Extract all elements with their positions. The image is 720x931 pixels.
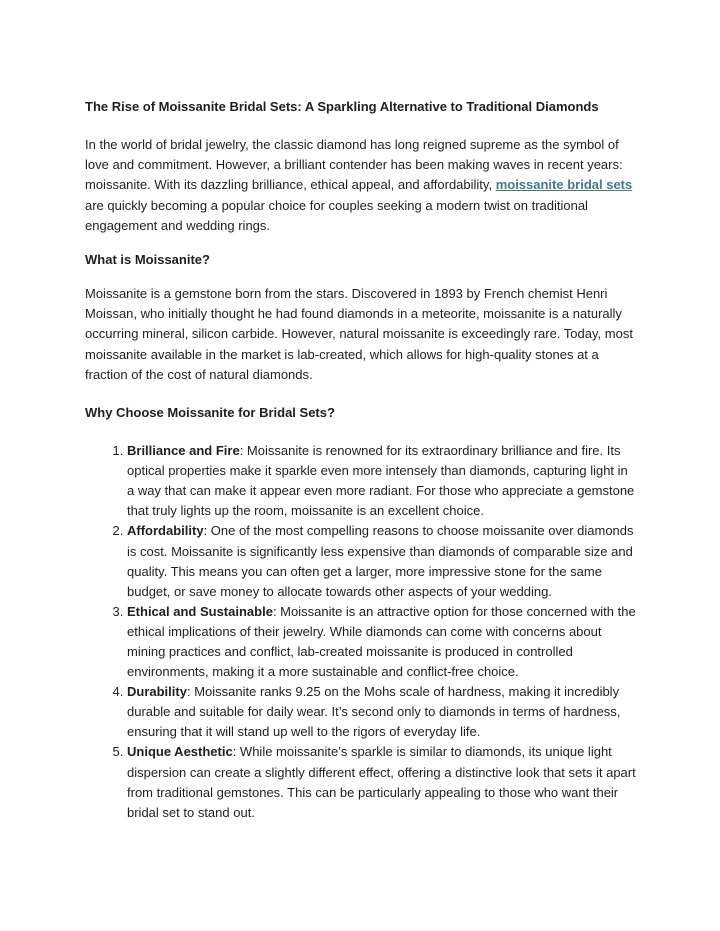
intro-paragraph bbox=[85, 135, 636, 236]
intro-text-before-link: In the world of bridal jewelry, the classic diamond has long reigned supreme as the symbol of love and commitment. However, a brilliant contender has been making waves in recent years: moissanite. With its dazzling brilliance, ethical appeal, and affordability, bbox=[85, 137, 623, 193]
reasons-list bbox=[85, 441, 636, 823]
list-item bbox=[127, 682, 636, 742]
reason-text: : Moissanite is an attractive option for those concerned with the ethical implications of their jewelry. While diamonds can come with concerns about mining practices and conflict, lab-created moissanite is produced in controlled environments, making it a more sustainable and conflict-free choice. bbox=[127, 603, 636, 680]
reason-term: Durability bbox=[127, 684, 187, 700]
what-is-moissanite-heading: What is Moissanite? bbox=[85, 252, 210, 268]
list-item bbox=[127, 602, 636, 682]
moissanite-bridal-sets-link[interactable]: moissanite bridal sets bbox=[495, 177, 633, 193]
list-item bbox=[127, 441, 636, 521]
reason-text: : While moissanite’s sparkle is similar to diamonds, its unique light dispersion can create a slightly different effect, offering a distinctive look that sets it apart from traditional gemstones. This can be particularly appealing to those who want their bridal set to stand out. bbox=[127, 744, 636, 820]
list-item bbox=[127, 521, 636, 601]
what-is-moissanite-paragraph: Moissanite is a gemstone born from the stars. Discovered in 1893 by French chemist Henri Moissan, who initially thought he had found diamonds in a meteorite, moissanite is a naturally occurring mineral, silicon carbide. However, natural moissanite is exceedingly rare. Today, most moissanite available in the market is lab-created, which allows for high-quality stones at a fraction of the cost of natural diamonds. bbox=[85, 286, 633, 382]
document-title: The Rise of Moissanite Bridal Sets: A Sparkling Alternative to Traditional Diamonds bbox=[85, 99, 599, 114]
reason-term: Brilliance and Fire bbox=[127, 443, 240, 459]
reason-term: Ethical and Sustainable bbox=[127, 603, 273, 619]
reason-text: : Moissanite is renowned for its extraordinary brilliance and fire. Its optical properties make it sparkle even more intensely than diamonds, capturing light in a way that can make it appear even more radiant. For those who appreciate a gemstone that truly lights up the room, moissanite is an excellent choice. bbox=[127, 443, 635, 519]
why-choose-moissanite-heading: Why Choose Moissanite for Bridal Sets? bbox=[85, 405, 335, 421]
list-item bbox=[127, 742, 636, 822]
intro-text-after-link: are quickly becoming a popular choice for couples seeking a modern twist on traditional engagement and wedding rings. bbox=[85, 197, 588, 233]
reason-term: Unique Aesthetic bbox=[127, 744, 233, 760]
reason-text: : One of the most compelling reasons to choose moissanite over diamonds is cost. Moissanite is significantly less expensive than diamonds of comparable size and quality. This means you can often get a larger, more impressive stone for the same budget, or save money to allocate towards other aspects of your wedding. bbox=[127, 523, 634, 599]
reason-text: : Moissanite ranks 9.25 on the Mohs scale of hardness, making it incredibly durable and suitable for daily wear. It’s second only to diamonds in terms of hardness, ensuring that it will stand up well to the rigors of everyday life. bbox=[127, 684, 621, 740]
reason-term: Affordability bbox=[127, 523, 204, 539]
